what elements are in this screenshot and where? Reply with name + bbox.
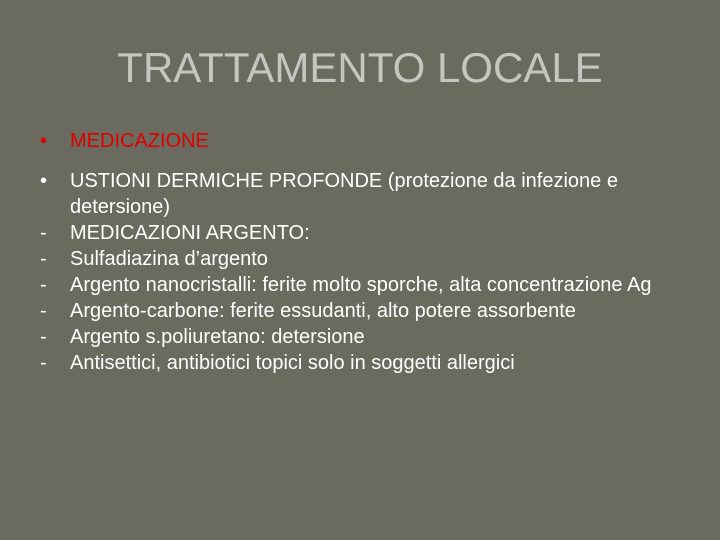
list-item-text: MEDICAZIONE [70, 130, 209, 152]
list-item-text: Sulfadiazina d’argento [70, 248, 268, 270]
list-item-text: Argento s.poliuretano: detersione [70, 326, 365, 348]
dash-marker: - [40, 274, 47, 296]
list-item [36, 324, 696, 350]
list-item-text: Argento nanocristalli: ferite molto sporche, alta concentrazione Ag [70, 274, 652, 296]
list-item [36, 298, 696, 324]
bullet-list [36, 128, 696, 376]
list-item [36, 128, 696, 154]
slide-title: TRATTAMENTO LOCALE [117, 44, 603, 91]
list-item [36, 168, 696, 220]
list-item [36, 220, 696, 246]
list-item [36, 350, 696, 376]
dash-marker: - [40, 300, 47, 322]
dash-marker: - [40, 352, 47, 374]
list-item [36, 246, 696, 272]
list-item [36, 272, 696, 298]
bullet-marker: • [40, 170, 48, 192]
list-item-text: MEDICAZIONI ARGENTO: [70, 222, 310, 244]
bullet-marker: • [40, 130, 48, 152]
list-item-text: USTIONI DERMICHE PROFONDE (protezione da infezione e detersione) [70, 170, 618, 218]
dash-marker: - [40, 248, 47, 270]
dash-marker: - [40, 222, 47, 244]
dash-marker: - [40, 326, 47, 348]
list-item-text: Antisettici, antibiotici topici solo in soggetti allergici [70, 352, 515, 374]
list-item-text: Argento-carbone: ferite essudanti, alto potere assorbente [70, 300, 576, 322]
